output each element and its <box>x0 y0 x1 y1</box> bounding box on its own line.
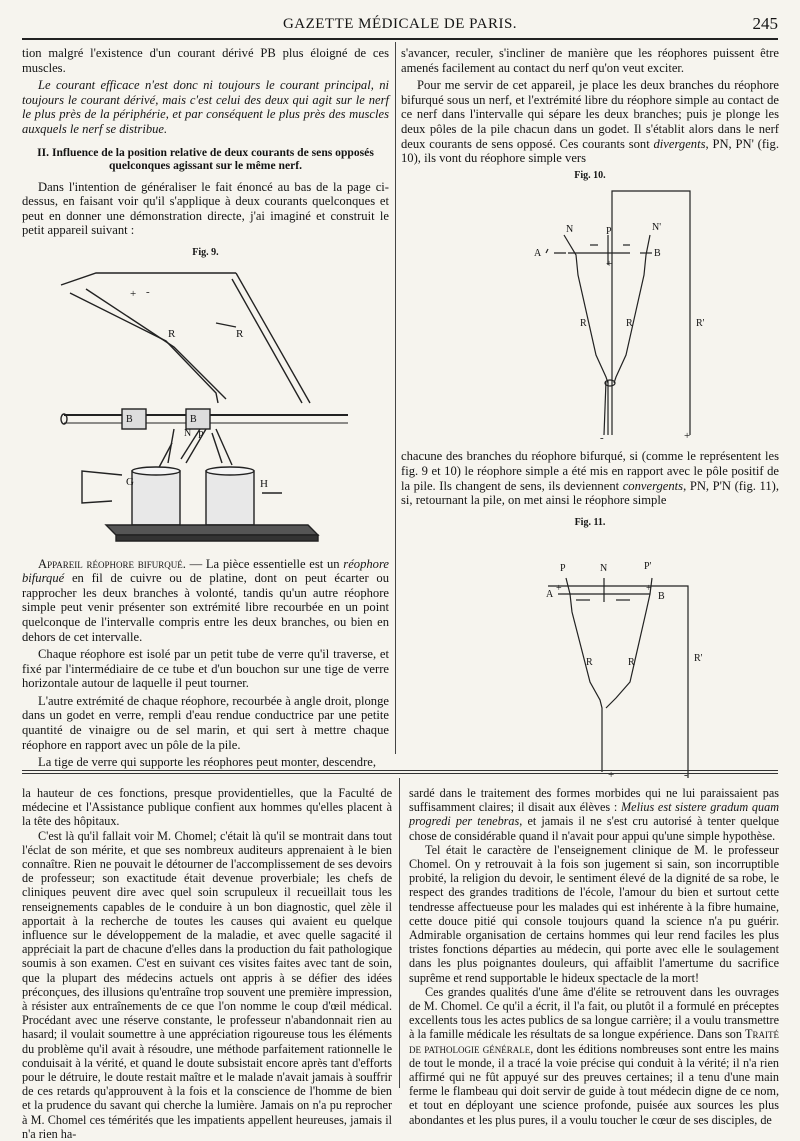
fig9-label: R <box>236 327 244 340</box>
running-title: GAZETTE MÉDICALE DE PARIS. <box>282 16 518 32</box>
paragraph: s'avancer, reculer, s'incliner de manière que les réophores puissent être amenés facilement au contact du nerf qu'on veut exciter. <box>401 46 779 75</box>
appareil-paragraph: Appareil réophore bifurqué. — La pièce essentielle est un réophore bifurqué en fil de cuivre ou de platine, dont on peut écarter ou rapprocher les deux branches à volonté, tandis qu'un autre réophore simple peut venir présenter son extrémité libre recourbée en un point quelconque de l'intervalle compris entre les deux branches, ou bien en dehors de cet intervalle. <box>22 556 389 644</box>
figure-9-caption: Fig. 9. <box>192 246 219 258</box>
paragraph: Dans l'intention de généraliser le fait énoncé au bas de la page ci-dessus, en faisant voir qu'il s'applique à deux courants quelconques et peut en donner une démonstration directe, j'ai imaginé et construit le petit appareil suivant : <box>22 179 389 238</box>
column-rule <box>395 42 396 754</box>
fig11-label: R' <box>694 653 703 665</box>
fig10-label: P <box>606 226 612 238</box>
fig11-label: P' <box>644 561 652 573</box>
fig11-label: + <box>608 769 615 782</box>
fig10-label: + <box>606 258 613 271</box>
paragraph: L'autre extrémité de chaque réophore, recourbée à angle droit, plonge dans un godet en verre, rempli d'eau rendue conductrice par une petite quantité de vinaigre ou de sel marin, et qui sert à mettre chaque réophore en rapport avec un pôle de la pile. <box>22 693 389 752</box>
paragraph: Tel était le caractère de l'enseignement clinique de M. le professeur Chomel. On y retrouvait à la fois son jugement si sain, son incorruptible probité, la religion du devoir, le sentiment élevé de la dignité de sa robe, le respect des grandes traditions de l'école, l'amour du bien et surtout cette tendresse affectueuse pour les malades qui est inhérente à la fibre humaine, cette douce pitié qui console toujours quand la science n'a pu guérir. Admirable organisation de certains hommes qui leur rend faciles les plus tristes fonctions départies au médecin, qui porte avec elle le soulagement dans les plus poignantes douleurs, qui affaiblit l'amertume du sacrifice suprême et rend supportable le hideux spectacle de la mort! <box>409 842 779 985</box>
fig11-label: R <box>586 657 593 669</box>
fig9-label: + <box>130 287 137 300</box>
paragraph: Chaque réophore est isolé par un petit tube de verre qu'il traverse, et fixé par l'intermédiaire de ce tube et d'un bouchon sur une tige de verre horizontale autour de laquelle il peut tourner. <box>22 647 389 691</box>
figure-10-caption: Fig. 10. <box>574 169 606 181</box>
paragraph: La tige de verre qui supporte les réophores peut monter, descendre, <box>38 755 377 770</box>
fig10-label: R' <box>696 318 705 330</box>
figure-11 <box>440 532 740 782</box>
fig10-label: N <box>566 224 574 236</box>
figure-9-apparatus <box>56 263 356 553</box>
paragraph: la hauteur de ces fonctions, presque providentielles, que la Faculté de médecine et l'Assistance publique confient aux hommes qu'elles placent à la tête des hôpitaux. <box>22 786 392 829</box>
figure-11-caption: Fig. 11. <box>574 516 606 528</box>
fig11-label: B <box>658 591 665 603</box>
paragraph: chacune des branches du réophore bifurqué, si (comme le représentent les fig. 9 et 10) le réophore simple a été mis en rapport avec le pôle positif de la pile. Ils changent de sens, ils deviennent convergents, PN, P'N (fig. 11), si, retournant la pile, on met ainsi le réophore simple <box>401 449 779 508</box>
paragraph: sardé dans le traitement des formes morbides qui ne lui paraissaient pas suffisamment claires; il disait aux élèves : Melius est sistere gradum quam progredi per tenebras, et jamais il ne s'est cru autorisé à tenter quelque chose de considérable quand il n'avait pour appui qu'une simple hypothèse. <box>409 786 780 843</box>
fig11-label: N <box>600 563 608 575</box>
page-number: 245 <box>752 14 778 33</box>
fig9-label: B <box>126 413 133 425</box>
section-heading: II. Influence de la position relative de deux courants de sens opposés quelconques agissant sur le même nerf. <box>37 145 374 172</box>
fig10-label: R <box>580 318 587 330</box>
paragraph: C'est là qu'il fallait voir M. Chomel; c'était là qu'il se montrait dans tout l'éclat de son mérite, et que ses nombreux auditeurs apprenaient à le bien connaître. Rien ne pouvait le détourner de l'accomplissement de ses devoirs de professeur; son exactitude était devenue proverbiale; les chefs de cliniques peuvent dire avec quel soin scrupuleux il recueillait tous les renseignements capables de le conduire à un bon diagnostic, quel zèle il apportait à la recherche de toutes les causes qui avaient eu quelque influence sur le développement de la maladie, et avec quelle sagacité il appréciait la part de chacune d'elles dans la production du fait pathologique soumis à son examen. C'est en suivant ces visites faites avec tant de soin, que la plupart des médecins actuels ont appris à se défier des idées préconçues, des illusions qu'entraîne trop souvent une première impression, à résister aux entraînements de ce que l'on nomme le coup d'œil médical. Procédant avec une réserve constante, le professeur n'abandonnait rien au hasard; il voulait soumettre à une appréciation rigoureuse tous les éléments du problème qu'il avait à résoudre, une méthode parfaitement rationnelle le conduisait à la vérité, et quand le doute subsistait encore après tant d'efforts pour le détruire, le doute restait maître et le malade n'avait jamais à souffrir de ces retards qu'approuvent à la fois et la conscience de l'homme de bien et la prudence du savant qui cherche la lumière. Jamais on n'a pu reprocher à M. Chomel ces témérités que les impatients appellent heureuses, jamais il n'a rien ha- <box>22 828 392 1141</box>
paragraph: tion malgré l'existence d'un courant dérivé PB plus éloigné de ces muscles. <box>22 46 389 75</box>
fig10-label: + <box>684 430 691 443</box>
fig9-label: - <box>146 285 150 298</box>
fig11-label: + <box>646 583 652 595</box>
conclusion-paragraph: Le courant efficace n'est donc ni toujours le courant principal, ni toujours le courant dérivé, mais c'est celui des deux qui agit sur le nerf le plus près de la périphérie, et par conséquent le plus près des muscles auxquels le nerf se distribue. <box>22 78 389 136</box>
fig10-label: R <box>626 318 633 330</box>
fig10-label: - <box>600 432 604 445</box>
fig9-label: R <box>168 327 176 340</box>
column-rule <box>399 778 400 1088</box>
fig9-label: B <box>190 413 197 425</box>
fig9-label: H <box>260 477 268 490</box>
figure-10-drawing <box>440 185 740 449</box>
figure-10 <box>440 185 740 449</box>
fig11-label: A <box>546 589 554 601</box>
fig11-label: - <box>684 769 688 782</box>
fig10-label: A <box>534 248 542 260</box>
fig9-label: P <box>198 429 204 441</box>
fig11-label: + <box>556 583 562 595</box>
page-header <box>22 10 778 40</box>
fig10-label: B <box>654 248 661 260</box>
paragraph: Ces grandes qualités d'une âme d'élite se retrouvent dans les ouvrages de M. Chomel. Ce qu'il a écrit, il l'a fait, ou plutôt il a formulé en préceptes excellents tous les actes publics de sa longue carrière; il a voulu transmettre à la famille médicale les résultats de sa longue expérience. Dans son Traité de pathologie générale, dont les éditions nombreuses sont entre les mains de tout le monde, il a tracé la voie précise qui conduit à la vérité; il n'a rien affirmé qui ne fût appuyé sur des preuves certaines; il a tenu d'une main ferme le flambeau qui doit servir de guide à tout médecin digne de ce nom, et tout en déployant une science profonde, puisée aux sources les plus abondantes et les plus pures, il a voulu toucher le cœur de ses disciples, de <box>409 984 779 1127</box>
fig11-label: R <box>628 657 635 669</box>
paragraph: Pour me servir de cet appareil, je place les deux branches du réophore bifurqué sous un nerf, et l'extrémité libre du réophore simple au contact de ce nerf dans l'intervalle qui sépare les deux branches; puis je plonge les deux pôles de la pile chacun dans un godet. Il s'établit alors dans le nerf deux courants de sens opposé. Ces courants sont divergents, PN, PN' (fig. 10), ils vont du réophore simple vers <box>401 78 779 166</box>
bottom-left-column <box>22 786 392 1141</box>
right-column <box>401 46 779 782</box>
left-column <box>22 46 389 773</box>
section-divider <box>22 770 778 774</box>
fig9-label: N <box>184 427 192 439</box>
bottom-right-column <box>409 786 779 1127</box>
appareil-title: Appareil réophore bifurqué. <box>38 556 186 571</box>
fig9-label: G <box>126 475 134 488</box>
fig10-label: N' <box>652 222 662 234</box>
fig11-label: P <box>560 563 566 575</box>
